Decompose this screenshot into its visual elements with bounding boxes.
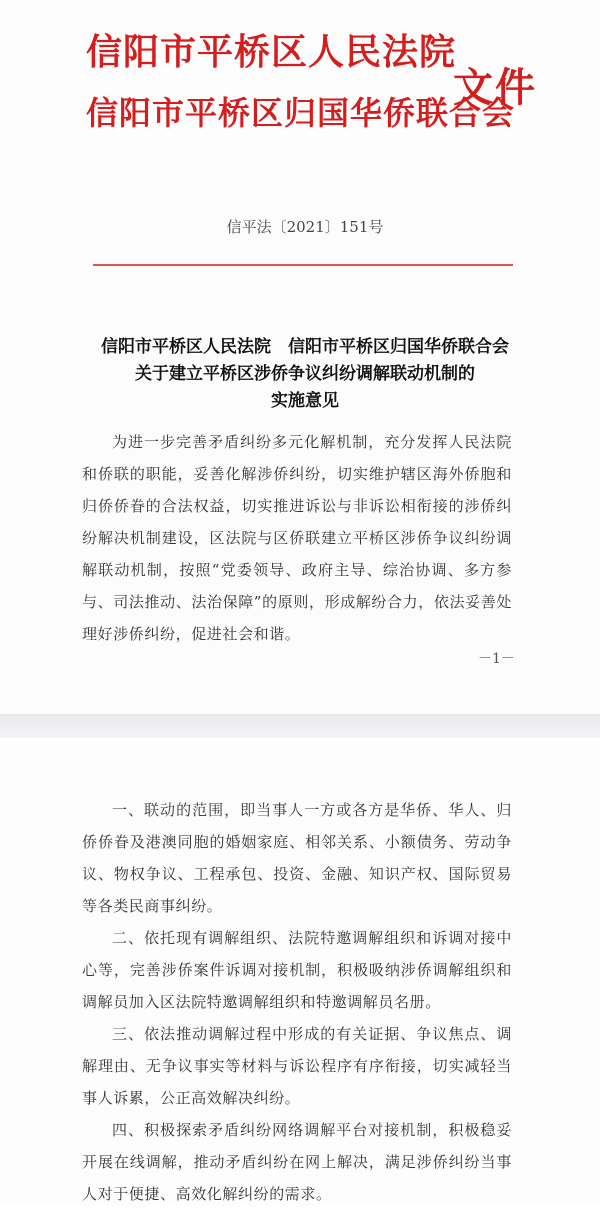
- item-paragraph-4: 四、积极探索矛盾纠纷网络调解平台对接机制，积极稳妥开展在线调解，推动矛盾纠纷在网上解决，满足涉侨纠纷当事人对于便捷、高效化解纠纷的需求。: [82, 1121, 512, 1203]
- header-court-name: 信阳市平桥区人民法院: [86, 32, 457, 73]
- red-separator-line: [93, 264, 513, 266]
- header-doc-type: 文件: [453, 65, 537, 111]
- page-number: －1－: [478, 651, 515, 667]
- intro-paragraph: 为进一步完善矛盾纠纷多元化解机制，充分发挥人民法院和侨联的职能，妥善化解涉侨纠纷，切实维护辖区海外侨胞和归侨侨眷的合法权益，切实推进诉讼与非诉讼相衔接的涉侨纠纷解决机制建设，区法院与区侨联建立平桥区涉侨争议纠纷调解联动机制，按照“党委领导、政府主导、综治协调、多方参与、司法推动、法治保障”的原则，形成解纷合力，依法妥善处理好涉侨纠纷，促进社会和谐。: [82, 433, 512, 643]
- title-line-2: 关于建立平桥区涉侨争议纠纷调解联动机制的: [135, 364, 475, 384]
- page-gap: [0, 714, 600, 738]
- document-number: 信平法〔2021〕151号: [226, 218, 384, 236]
- item-paragraph-3: 三、依法推动调解过程中形成的有关证据、争议焦点、调解理由、无争议事实等材料与诉讼程序有序衔接，切实减轻当事人诉累，公正高效解决纠纷。: [82, 1025, 512, 1107]
- item-paragraph-1: 一、联动的范围，即当事人一方或各方是华侨、华人、归侨侨眷及港澳同胞的婚姻家庭、相邻关系、小额债务、劳动争议、物权争议、工程承包、投资、金融、知识产权、国际贸易等各类民商事纠纷。: [82, 801, 512, 915]
- item-paragraph-2: 二、依托现有调解组织、法院特邀调解组织和诉调对接中心等，完善涉侨案件诉调对接机制，积极吸纳涉侨调解组织和调解员加入区法院特邀调解组织和特邀调解员名册。: [82, 929, 512, 1011]
- title-line-1: 信阳市平桥区人民法院 信阳市平桥区归国华侨联合会: [101, 337, 509, 357]
- title-line-3: 实施意见: [271, 391, 339, 411]
- header-federation-name: 信阳市平桥区归国华侨联合会: [86, 94, 516, 132]
